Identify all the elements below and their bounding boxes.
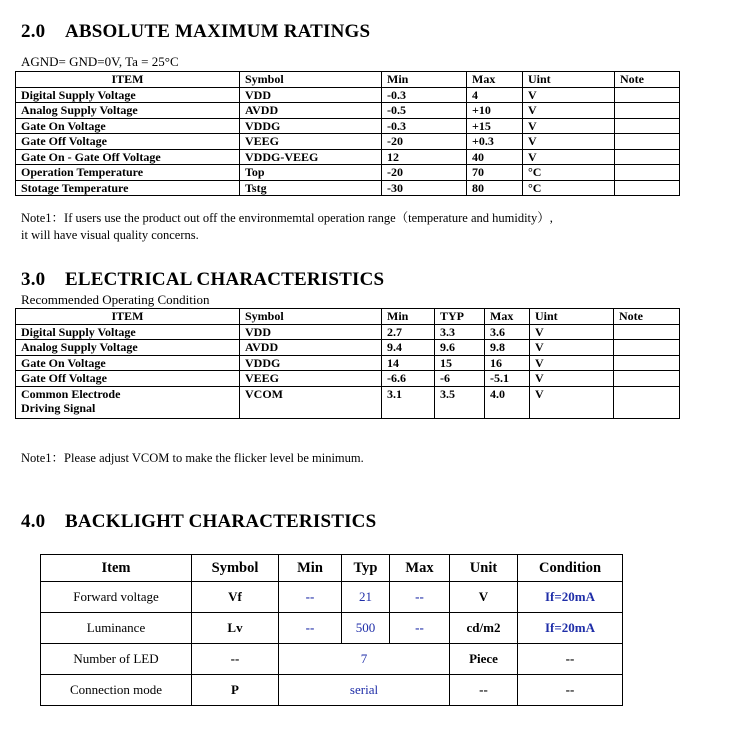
cell-max: 70 [467, 165, 523, 181]
section-3-note: Note1：Please adjust VCOM to make the flicker level be minimum. [21, 451, 364, 465]
section-4-number: 4.0 [21, 511, 46, 532]
cell-item: Gate On Voltage [16, 118, 240, 134]
cell-item: Forward voltage [41, 582, 192, 613]
cell-condition: -- [518, 644, 623, 675]
cell-symbol: Tstg [240, 180, 382, 196]
cell-min: 14 [382, 355, 435, 371]
table-row [16, 355, 680, 371]
cell-max: -- [390, 613, 450, 644]
cell-note [615, 118, 680, 134]
header-item: Item [41, 555, 192, 582]
table-row [16, 134, 680, 150]
cell-note [614, 340, 680, 356]
header-max: Max [390, 555, 450, 582]
cell-unit: °C [523, 180, 615, 196]
cell-condition: If=20mA [518, 582, 623, 613]
cell-typ: 3.5 [435, 386, 485, 418]
header-unit: Uint [530, 309, 614, 325]
header-min: Min [279, 555, 342, 582]
cell-note [615, 87, 680, 103]
cell-symbol: Lv [192, 613, 279, 644]
cell-min: -- [279, 613, 342, 644]
cell-item: Luminance [41, 613, 192, 644]
cell-symbol: Vf [192, 582, 279, 613]
vcom-item-line1: Common Electrode [21, 386, 121, 401]
table-row [16, 340, 680, 356]
table-row [16, 180, 680, 196]
cell-unit: Piece [450, 644, 518, 675]
cell-unit: V [523, 134, 615, 150]
header-condition: Condition [518, 555, 623, 582]
header-item: ITEM [16, 309, 240, 325]
cell-note [615, 134, 680, 150]
cell-min: -- [279, 582, 342, 613]
cell-min: -6.6 [382, 371, 435, 387]
cell-symbol: -- [192, 644, 279, 675]
cell-note [615, 180, 680, 196]
header-max: Max [485, 309, 530, 325]
cell-item: Gate On - Gate Off Voltage [16, 149, 240, 165]
header-typ: Typ [342, 555, 390, 582]
cell-typ: -6 [435, 371, 485, 387]
cell-max: 9.8 [485, 340, 530, 356]
cell-unit: V [530, 340, 614, 356]
table-row [41, 613, 623, 644]
table-row [16, 87, 680, 103]
cell-max: +0.3 [467, 134, 523, 150]
header-symbol: Symbol [240, 72, 382, 88]
cell-item: Number of LED [41, 644, 192, 675]
cell-note [615, 149, 680, 165]
cell-max: 3.6 [485, 324, 530, 340]
cell-max: +10 [467, 103, 523, 119]
cell-symbol: P [192, 675, 279, 706]
absolute-max-ratings-table [15, 71, 680, 196]
header-max: Max [467, 72, 523, 88]
table-row-vcom [16, 386, 680, 418]
cell-max: 4.0 [485, 386, 530, 418]
cell-symbol: VDD [240, 87, 382, 103]
cell-max: +15 [467, 118, 523, 134]
cell-min: -30 [382, 180, 467, 196]
cell-max: 80 [467, 180, 523, 196]
cell-item: Digital Supply Voltage [16, 324, 240, 340]
table-row [16, 118, 680, 134]
cell-symbol: Top [240, 165, 382, 181]
table-header-row [16, 72, 680, 88]
cell-symbol: VEEG [240, 134, 382, 150]
cell-item: Gate Off Voltage [16, 134, 240, 150]
cell-min: -20 [382, 134, 467, 150]
cell-item: Analog Supply Voltage [16, 340, 240, 356]
cell-unit: -- [450, 675, 518, 706]
table-row [16, 324, 680, 340]
cell-unit: V [450, 582, 518, 613]
cell-condition: -- [518, 675, 623, 706]
backlight-characteristics-table [40, 554, 623, 706]
cell-symbol: VDD [240, 324, 382, 340]
cell-item: Gate Off Voltage [16, 371, 240, 387]
section-2-note-line1: Note1：If users use the product out off the environmemtal operation range（temperature and humidity）, [21, 211, 553, 225]
table-row [16, 103, 680, 119]
cell-item [16, 386, 240, 418]
section-3-number: 3.0 [21, 269, 46, 290]
table-row [41, 582, 623, 613]
cell-min: -0.5 [382, 103, 467, 119]
cell-symbol: VDDG [240, 355, 382, 371]
section-4-heading [21, 511, 376, 533]
header-typ: TYP [435, 309, 485, 325]
cell-min: 2.7 [382, 324, 435, 340]
section-2-title: ABSOLUTE MAXIMUM RATINGS [65, 21, 371, 42]
section-2-note-line2: it will have visual quality concerns. [21, 228, 199, 242]
cell-typ: 500 [342, 613, 390, 644]
section-2-heading [21, 21, 370, 43]
cell-max: 4 [467, 87, 523, 103]
cell-min: 9.4 [382, 340, 435, 356]
header-unit: Unit [450, 555, 518, 582]
header-note: Note [614, 309, 680, 325]
cell-min: 12 [382, 149, 467, 165]
table-row [41, 644, 623, 675]
cell-unit: V [530, 371, 614, 387]
header-min: Min [382, 309, 435, 325]
cell-value: serial [279, 675, 450, 706]
cell-min: -20 [382, 165, 467, 181]
cell-typ: 9.6 [435, 340, 485, 356]
cell-unit: V [530, 324, 614, 340]
table-header-row [41, 555, 623, 582]
section-3-title: ELECTRICAL CHARACTERISTICS [65, 269, 385, 290]
vcom-item-line2: Driving Signal [21, 400, 96, 415]
cell-note [614, 386, 680, 418]
cell-unit: °C [523, 165, 615, 181]
table-row [16, 149, 680, 165]
cell-note [614, 355, 680, 371]
cell-unit: V [523, 118, 615, 134]
cell-unit: V [523, 103, 615, 119]
cell-max: 16 [485, 355, 530, 371]
cell-unit: cd/m2 [450, 613, 518, 644]
cell-unit: V [530, 386, 614, 418]
section-3-subtitle: Recommended Operating Condition [21, 292, 210, 307]
header-symbol: Symbol [240, 309, 382, 325]
header-note: Note [615, 72, 680, 88]
cell-min: 3.1 [382, 386, 435, 418]
cell-symbol: VDDG [240, 118, 382, 134]
cell-condition: If=20mA [518, 613, 623, 644]
cell-min: -0.3 [382, 118, 467, 134]
header-symbol: Symbol [192, 555, 279, 582]
table-row [16, 371, 680, 387]
electrical-characteristics-table [15, 308, 680, 419]
table-row [41, 675, 623, 706]
cell-item: Operation Temperature [16, 165, 240, 181]
cell-symbol: VCOM [240, 386, 382, 418]
cell-item: Analog Supply Voltage [16, 103, 240, 119]
cell-value: 7 [279, 644, 450, 675]
cell-unit: V [530, 355, 614, 371]
cell-symbol: AVDD [240, 103, 382, 119]
section-3-heading [21, 269, 384, 291]
table-header-row [16, 309, 680, 325]
cell-item: Connection mode [41, 675, 192, 706]
cell-item: Gate On Voltage [16, 355, 240, 371]
table-row [16, 165, 680, 181]
cell-min: -0.3 [382, 87, 467, 103]
cell-typ: 3.3 [435, 324, 485, 340]
cell-unit: V [523, 149, 615, 165]
cell-typ: 21 [342, 582, 390, 613]
cell-unit: V [523, 87, 615, 103]
header-unit: Uint [523, 72, 615, 88]
header-item: ITEM [16, 72, 240, 88]
cell-symbol: AVDD [240, 340, 382, 356]
cell-max: -- [390, 582, 450, 613]
cell-item: Digital Supply Voltage [16, 87, 240, 103]
cell-note [615, 103, 680, 119]
section-2-number: 2.0 [21, 21, 46, 42]
cell-symbol: VDDG-VEEG [240, 149, 382, 165]
section-2-condition: AGND= GND=0V, Ta = 25°C [21, 54, 179, 69]
cell-note [615, 165, 680, 181]
cell-note [614, 371, 680, 387]
cell-max: -5.1 [485, 371, 530, 387]
cell-symbol: VEEG [240, 371, 382, 387]
section-4-title: BACKLIGHT CHARACTERISTICS [65, 511, 377, 532]
cell-max: 40 [467, 149, 523, 165]
cell-typ: 15 [435, 355, 485, 371]
header-min: Min [382, 72, 467, 88]
cell-item: Stotage Temperature [16, 180, 240, 196]
cell-note [614, 324, 680, 340]
